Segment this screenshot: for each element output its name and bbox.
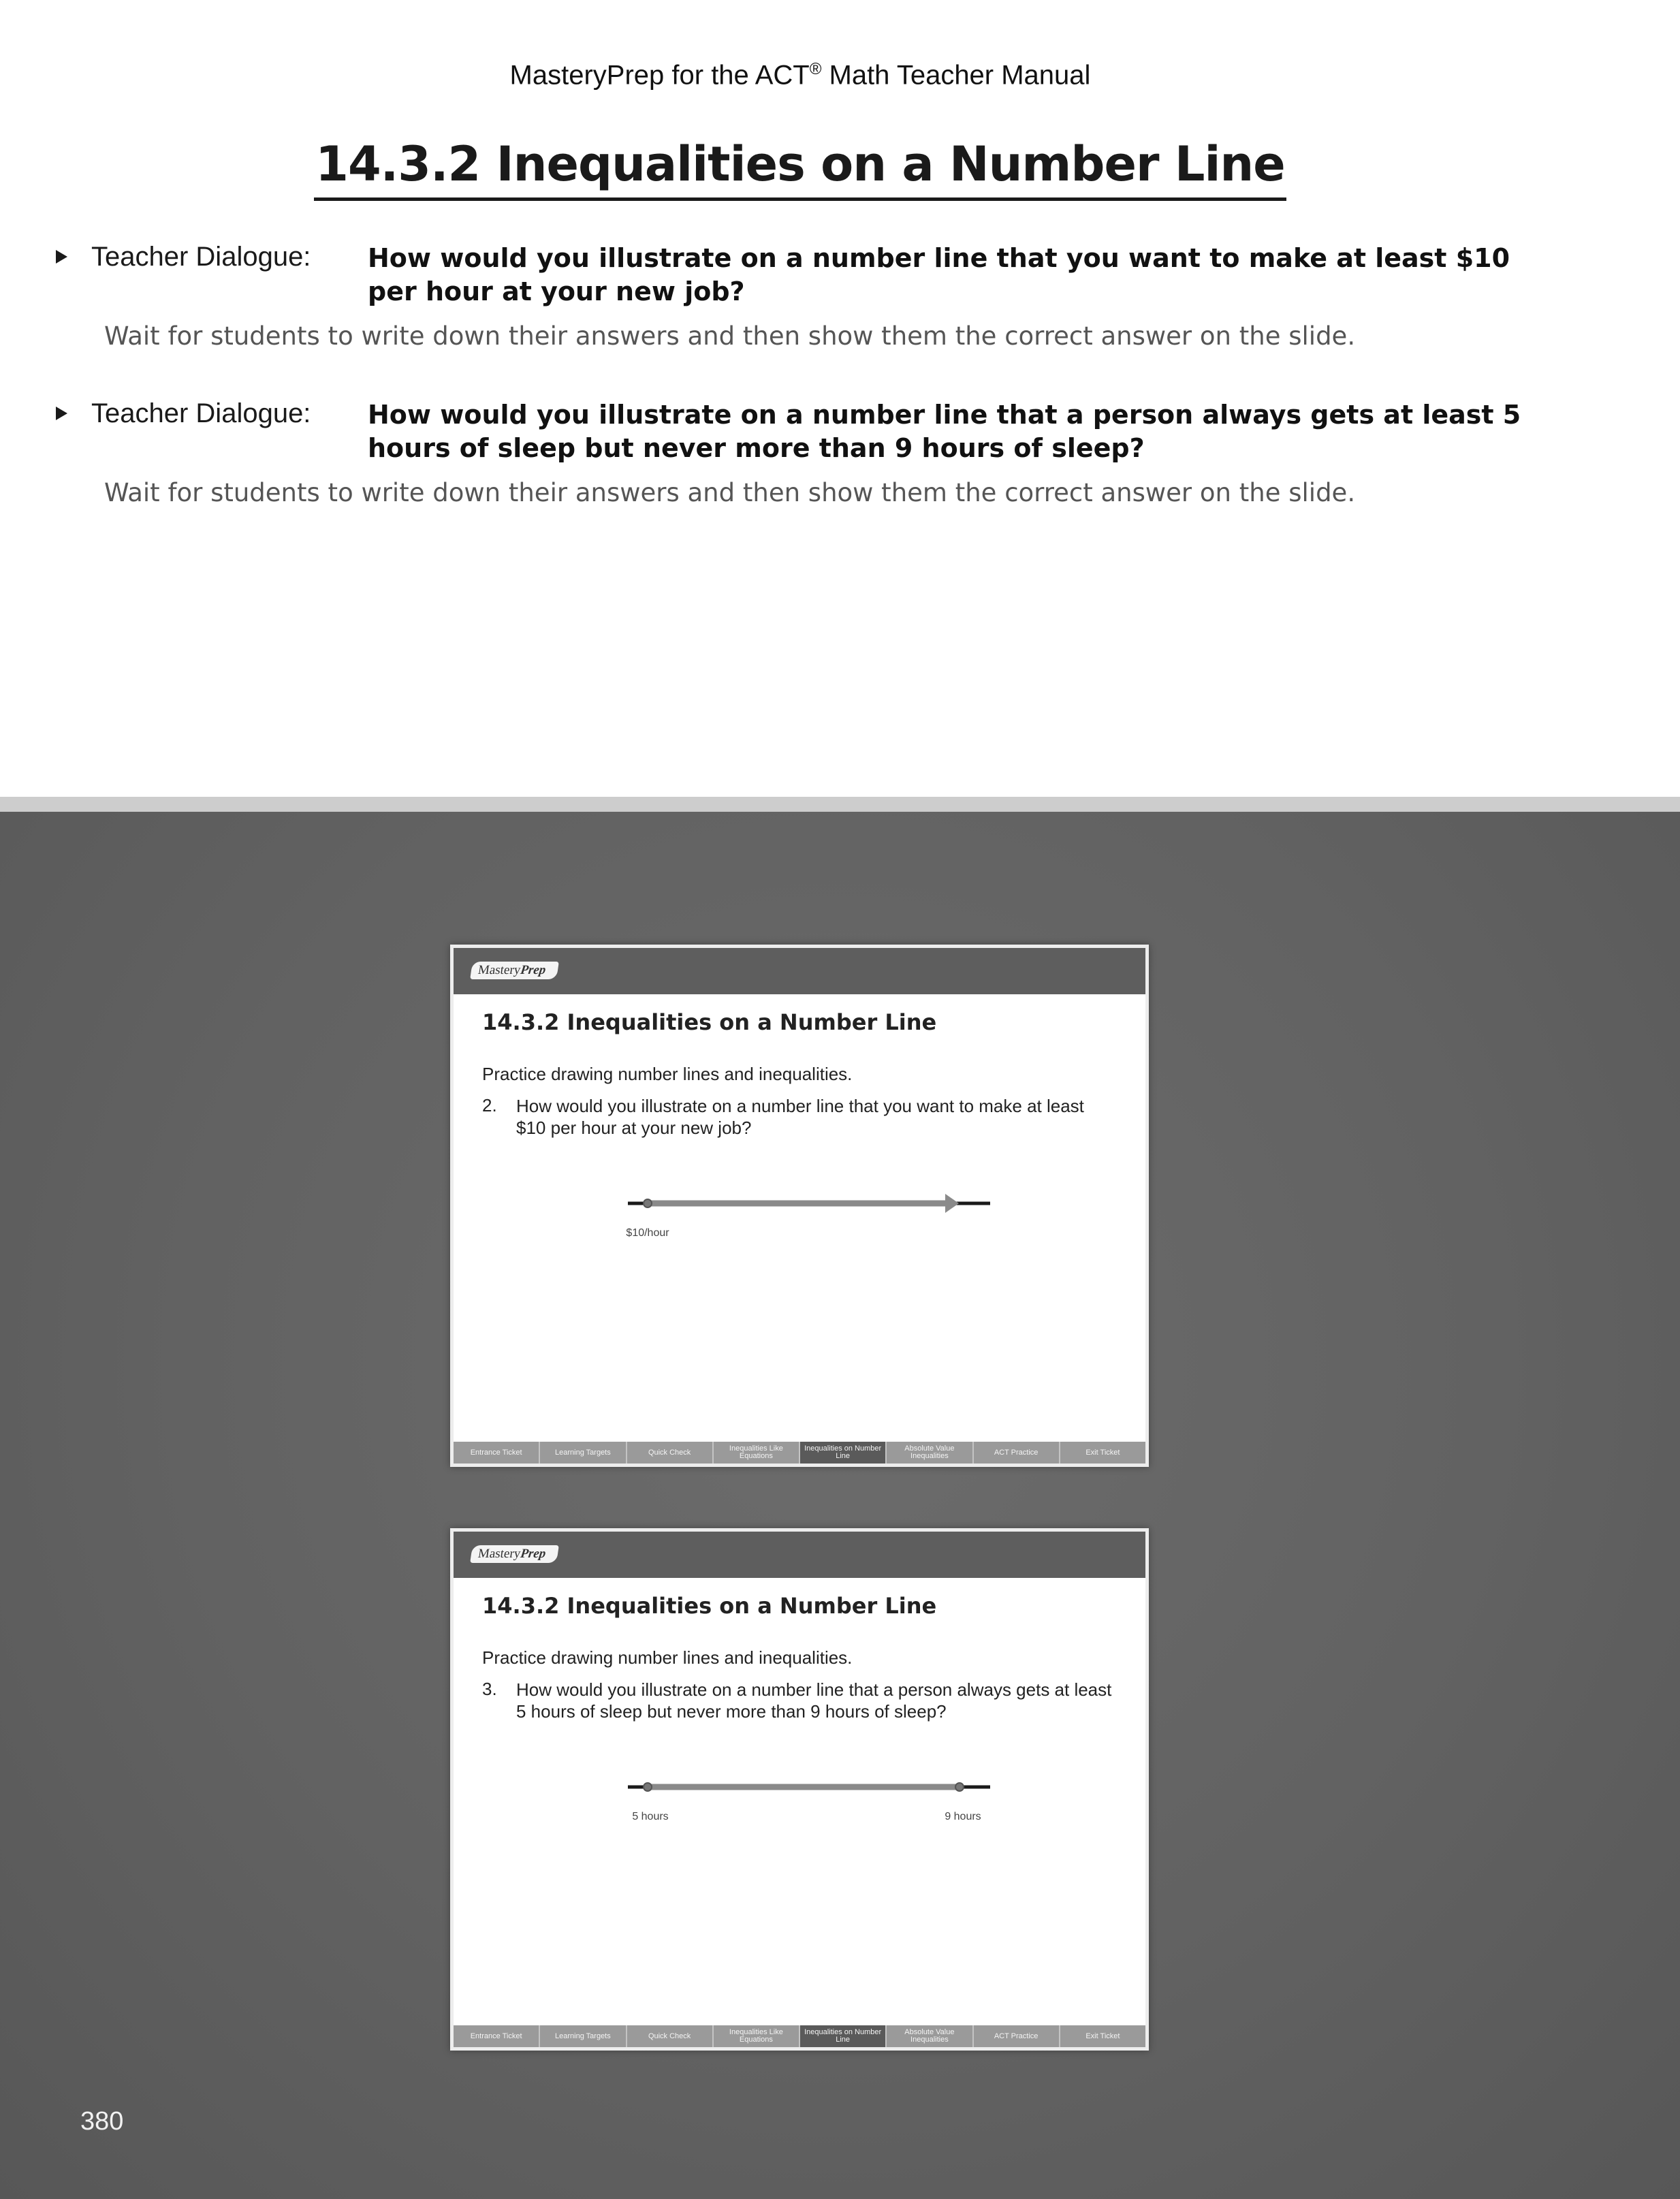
nav-tab-exit-ticket[interactable]: Exit Ticket xyxy=(1085,1448,1120,1457)
nav-tab-learning-targets[interactable]: Learning Targets xyxy=(540,1442,627,1464)
dialogue-note: Wait for students to write down their answers and then show them the correct answer on the slide. xyxy=(104,478,1356,507)
number-line-start-label: $10/hour xyxy=(626,1227,669,1239)
nav-tab-entrance-ticket[interactable]: Entrance Ticket xyxy=(454,2025,540,2047)
nav-tab-quick-check[interactable]: Quick Check xyxy=(627,2025,714,2047)
nav-tab-absolute-value-inequalities[interactable]: Absolute Value Inequalities xyxy=(887,1442,973,1464)
question-number: 3. xyxy=(482,1679,497,1699)
slide-title: 14.3.2 Inequalities on a Number Line xyxy=(482,1593,937,1619)
slide-nav-bar xyxy=(454,1442,1145,1464)
nav-tab-act-practice[interactable]: ACT Practice xyxy=(974,2025,1060,2047)
bullet-arrow-icon xyxy=(56,250,67,264)
slide-intro: Practice drawing number lines and inequalities. xyxy=(482,1647,853,1668)
dialogue-label: Teacher Dialogue: xyxy=(91,398,311,428)
nav-tab-act-practice[interactable]: ACT Practice xyxy=(974,1442,1060,1464)
closed-point-end xyxy=(955,1783,964,1791)
slide-nav-bar xyxy=(454,2025,1145,2047)
slide-intro: Practice drawing number lines and inequalities. xyxy=(482,1064,853,1084)
logo-text-plain: Mastery xyxy=(477,963,522,977)
closed-point-start xyxy=(644,1199,652,1207)
nav-tab-inequalities-like-equations[interactable]: Inequalities Like Equations xyxy=(714,2025,800,2047)
number-line-start-label: 5 hours xyxy=(632,1811,669,1822)
nav-tab-inequalities-on-number-line[interactable]: Inequalities on Number Line xyxy=(800,2025,887,2047)
number-line-graphic xyxy=(454,948,1145,1438)
slide-title: 14.3.2 Inequalities on a Number Line xyxy=(482,1009,937,1035)
ray-arrowhead-icon xyxy=(945,1194,959,1213)
nav-tab-absolute-value-inequalities[interactable]: Absolute Value Inequalities xyxy=(887,2025,973,2047)
slide-1 xyxy=(450,945,1149,1467)
number-line-end-label: 9 hours xyxy=(945,1811,981,1822)
running-head-post: Math Teacher Manual xyxy=(821,60,1091,91)
slide-question: How would you illustrate on a number line that a person always gets at least 5 hours of sleep but never more than 9 hours of sleep? xyxy=(516,1679,1112,1722)
bullet-arrow-icon xyxy=(56,407,67,420)
question-number: 2. xyxy=(482,1095,497,1116)
nav-tab-learning-targets[interactable]: Learning Targets xyxy=(540,2025,627,2047)
nav-tab-entrance-ticket[interactable]: Entrance Ticket xyxy=(454,1442,540,1464)
dialogue-label: Teacher Dialogue: xyxy=(91,242,311,272)
slide-question: How would you illustrate on a number line that you want to make at least $10 per hour at your new job? xyxy=(516,1096,1084,1138)
dialogue-question: How would you illustrate on a number line that a person always gets at least 5 hours of sleep but never more than 9 hours of sleep? xyxy=(368,400,1521,463)
dialogue-note: Wait for students to write down their answers and then show them the correct answer on the slide. xyxy=(104,321,1356,351)
logo-text-bold: Prep xyxy=(519,1547,547,1561)
nav-tab-quick-check[interactable]: Quick Check xyxy=(627,1442,714,1464)
closed-point-start xyxy=(644,1783,652,1791)
nav-tab-exit-ticket[interactable]: Exit Ticket xyxy=(1085,2031,1120,2040)
dialogue-question: How would you illustrate on a number line that you want to make at least $10 per hour at your new job? xyxy=(368,243,1510,306)
running-head xyxy=(0,60,1600,91)
logo-text-plain: Mastery xyxy=(477,1547,522,1561)
registered-mark: ® xyxy=(809,60,822,78)
number-line-graphic xyxy=(454,1532,1145,2022)
running-head-pre: MasteryPrep for the ACT xyxy=(509,60,810,91)
slide-2 xyxy=(450,1528,1149,2051)
page-title xyxy=(0,136,1600,201)
nav-tab-inequalities-like-equations[interactable]: Inequalities Like Equations xyxy=(714,1442,800,1464)
page-number: 380 xyxy=(80,2107,124,2136)
nav-tab-inequalities-on-number-line[interactable]: Inequalities on Number Line xyxy=(800,1442,887,1464)
page-title-text: 14.3.2 Inequalities on a Number Line xyxy=(314,136,1286,201)
logo-text-bold: Prep xyxy=(519,963,547,977)
